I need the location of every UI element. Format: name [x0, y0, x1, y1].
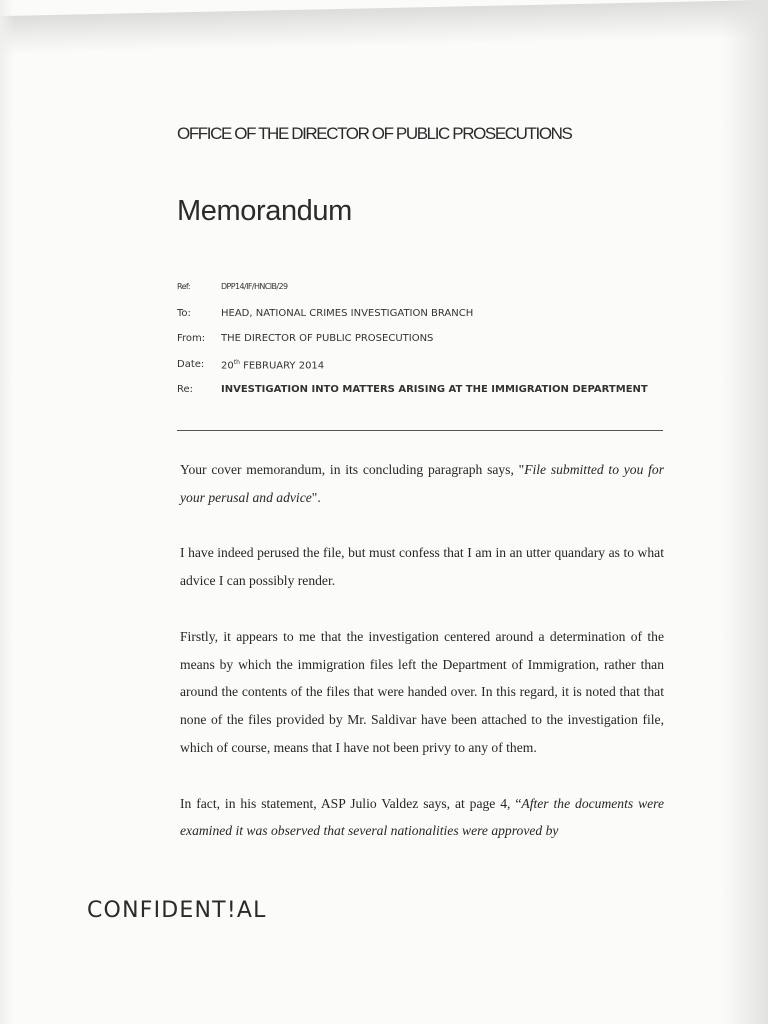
confidential-mark: CONFIDENT!AL: [87, 898, 267, 923]
scan-edge-left: [0, 0, 14, 1024]
scan-edge-top: [0, 0, 768, 54]
to-value: HEAD, NATIONAL CRIMES INVESTIGATION BRANCH: [221, 307, 474, 319]
paragraph-1-text: Your cover memorandum, in its concluding paragraph says, ": [180, 462, 525, 477]
date-day: 20: [221, 359, 234, 371]
paragraph-1-end: ".: [311, 489, 321, 505]
date-value: [221, 359, 324, 371]
paragraph-1: [180, 456, 664, 512]
ref-value: DPP14/IF/HNCIB/29: [221, 282, 288, 291]
date-rest: FEBRUARY 2014: [239, 359, 325, 371]
ref-label: Ref:: [177, 282, 190, 291]
divider: [177, 430, 663, 431]
paragraph-4: [180, 790, 664, 846]
subject-label: Re:: [177, 384, 194, 395]
scan-edge-right: [722, 0, 768, 1024]
subject-value: INVESTIGATION INTO MATTERS ARISING AT THE IMMIGRATION DEPARTMENT: [221, 384, 648, 395]
letterhead: OFFICE OF THE DIRECTOR OF PUBLIC PROSECUTIONS: [177, 124, 572, 143]
paragraph-1-quote: File submitted to you for your perusal and advice: [180, 462, 664, 505]
paragraph-4-quote: After the documents were examined it was observed that several nationalities were approved by: [180, 795, 665, 839]
document-title: Memorandum: [177, 195, 352, 227]
from-value: THE DIRECTOR OF PUBLIC PROSECUTIONS: [221, 333, 434, 344]
paragraph-4-text: In fact, in his statement, ASP Julio Valdez says, at page 4, “: [180, 795, 522, 811]
memo-body: [180, 456, 664, 845]
from-label: From:: [177, 333, 206, 344]
to-label: To:: [177, 307, 191, 319]
date-label: Date:: [177, 358, 205, 370]
date-suffix: th: [233, 358, 240, 366]
paragraph-3: Firstly, it appears to me that the investigation centered around a determination of the means by which the immigration files left the Department of Immigration, rather than around the contents of the files that were handed over. In this regard, it is noted that that none of the files provided by Mr. Saldivar have been attached to the investigation file, which of course, means that I have not been privy to any of them.: [180, 628, 664, 755]
paragraph-2: I have indeed perused the file, but must confess that I am in an utter quandary as to what advice I can possibly render.: [180, 545, 664, 589]
